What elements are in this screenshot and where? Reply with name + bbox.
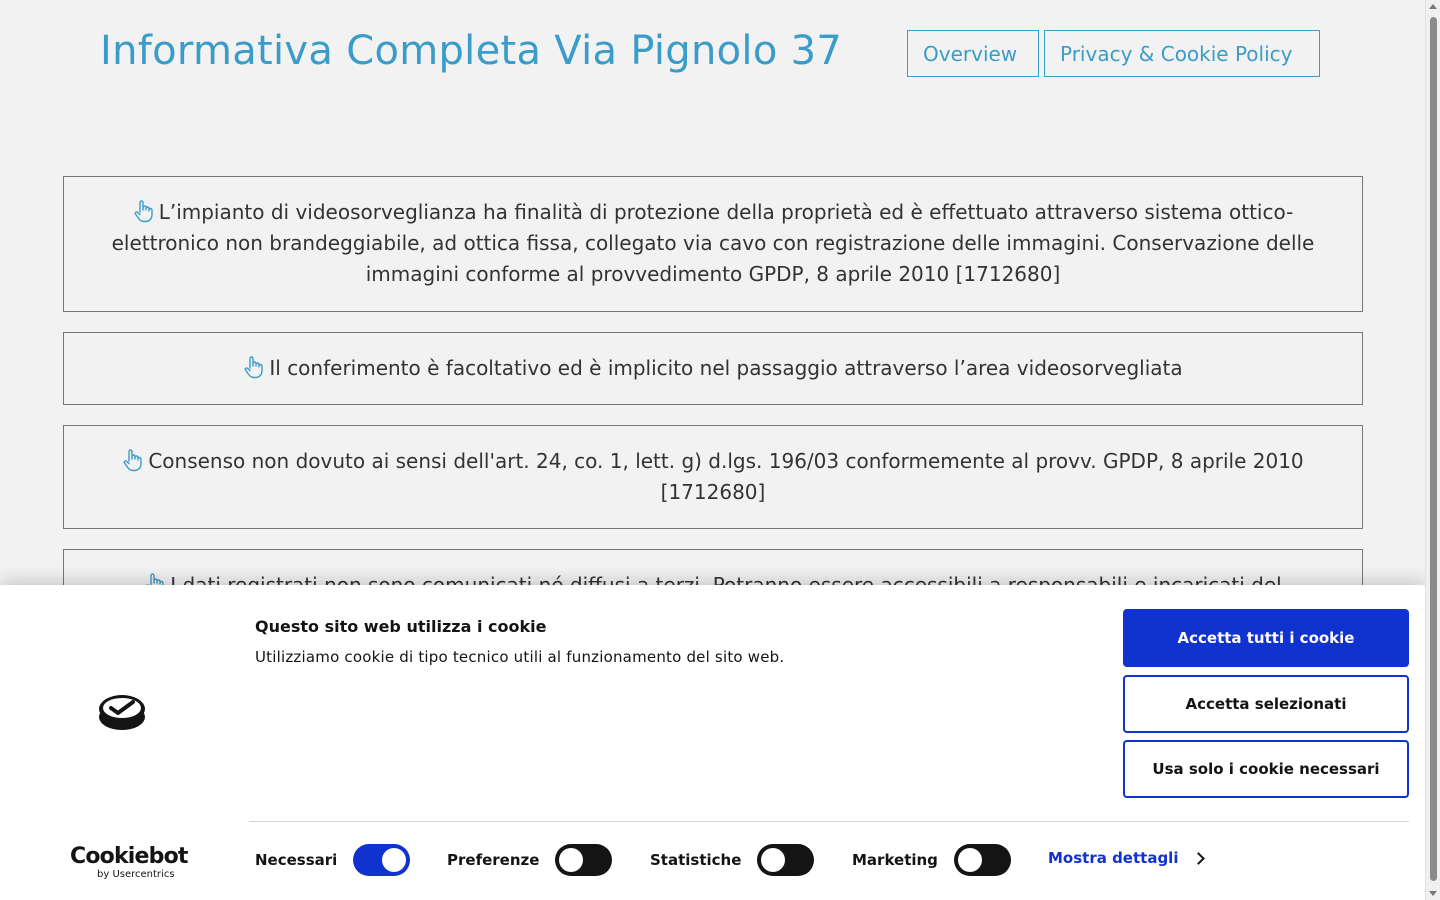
toggle-label: Marketing	[852, 851, 938, 869]
toggle-group-necessari	[255, 844, 410, 876]
show-details-link[interactable]	[1048, 849, 1203, 867]
nav-overview-button[interactable]: Overview	[907, 30, 1039, 77]
toggle-label: Necessari	[255, 851, 338, 869]
toggle-knob	[382, 848, 406, 872]
accept-all-cookies-button[interactable]: Accetta tutti i cookie	[1123, 609, 1409, 667]
toggle-group-statistiche	[650, 844, 814, 876]
pointing-hand-icon	[243, 355, 265, 379]
cookiebot-brand-byline: by Usercentrics	[97, 869, 175, 880]
pointing-hand-icon	[133, 199, 155, 223]
nav-privacy-policy-button[interactable]: Privacy & Cookie Policy	[1044, 30, 1320, 77]
chevron-right-icon	[1193, 852, 1206, 865]
toggle-group-preferenze	[447, 844, 612, 876]
toggle-label: Statistiche	[650, 851, 742, 869]
cookie-banner-divider	[249, 821, 1409, 822]
info-box-consent-implicit	[63, 332, 1363, 405]
vertical-scrollbar[interactable]	[1425, 0, 1440, 900]
cookiebot-brand-name: Cookiebot	[70, 844, 188, 869]
toggle-knob	[958, 848, 982, 872]
cookie-banner-description: Utilizziamo cookie di tipo tecnico utili al funzionamento del sito web.	[255, 648, 785, 666]
cookie-consent-banner	[0, 585, 1425, 900]
toggle-group-marketing	[852, 844, 1011, 876]
cookie-banner-title: Questo sito web utilizza i cookie	[255, 617, 547, 636]
info-box-text: L’impianto di videosorveglianza ha finalità di protezione della proprietà ed è effettuato attraverso sistema ottico-elettronico non brandeggiabile, ad ottica fissa, collegato via cavo con registrazione delle immagini. Conservazione delle immagini conforme al provvedimento GPDP, 8 aprile 2010 [1712680]	[111, 200, 1315, 286]
statistiche-toggle[interactable]	[757, 844, 814, 876]
toggle-knob	[559, 848, 583, 872]
accept-selected-cookies-button[interactable]: Accetta selezionati	[1123, 675, 1409, 733]
pointing-hand-icon	[122, 448, 144, 472]
preferenze-toggle[interactable]	[555, 844, 612, 876]
page-title: Informativa Completa Via Pignolo 37	[100, 28, 843, 74]
show-details-label: Mostra dettagli	[1048, 849, 1179, 867]
info-box-consent-not-required	[63, 425, 1363, 529]
info-box-text: Il conferimento è facoltativo ed è implicito nel passaggio attraverso l’area videosorvegliata	[269, 356, 1183, 380]
info-box-text: Consenso non dovuto ai sensi dell'art. 24, co. 1, lett. g) d.lgs. 196/03 conformemente al provv. GPDP, 8 aprile 2010 [1712680]	[148, 449, 1304, 504]
info-box-purpose	[63, 176, 1363, 312]
scrollbar-thumb[interactable]	[1430, 17, 1437, 881]
necessari-toggle[interactable]	[353, 844, 410, 876]
cookie-logo-icon	[98, 693, 146, 731]
toggle-knob	[761, 848, 785, 872]
cookiebot-logo	[70, 844, 188, 881]
scroll-up-icon[interactable]	[1429, 4, 1437, 9]
marketing-toggle[interactable]	[954, 844, 1011, 876]
scroll-down-icon[interactable]	[1429, 891, 1437, 896]
toggle-label: Preferenze	[447, 851, 540, 869]
necessary-cookies-only-button[interactable]: Usa solo i cookie necessari	[1123, 740, 1409, 798]
